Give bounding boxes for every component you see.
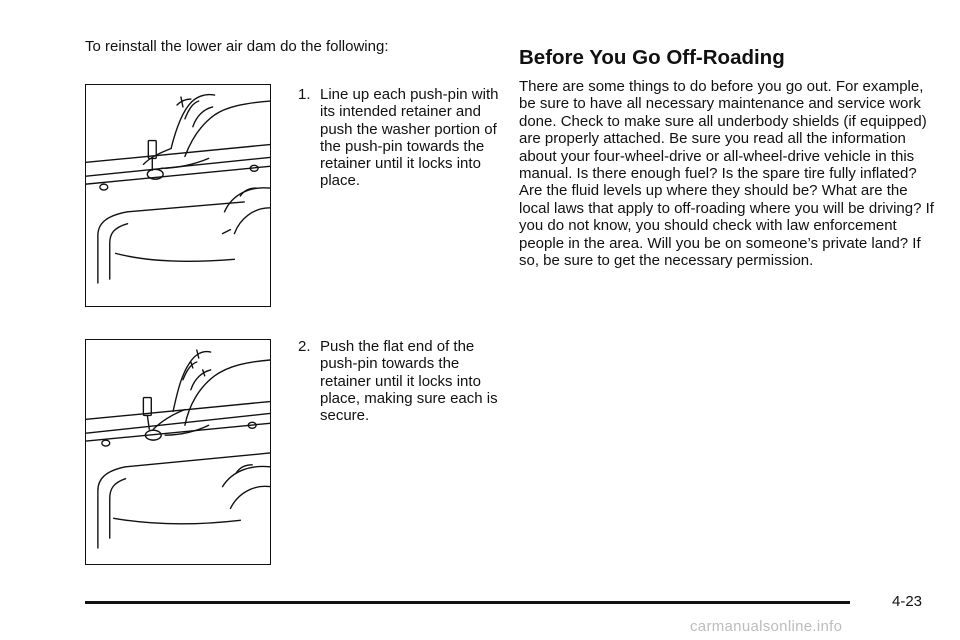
step-1-text: Line up each push-pin with its intended retainer and push the washer portion of the push-pin towards the retainer until it locks into place.: [320, 86, 499, 190]
watermark: carmanualsonline.info: [690, 618, 843, 635]
section-heading: Before You Go Off-Roading: [519, 46, 785, 69]
step-1-number: 1.: [298, 86, 311, 103]
figure-push-pin-flat-end: [85, 339, 271, 565]
illustration-hand-push-pin-flat-end: [86, 340, 270, 564]
step-1: [298, 86, 508, 190]
step-2-text: Push the flat end of the push-pin towards the retainer until it locks into place, making sure each is secure.: [320, 338, 498, 425]
illustration-hand-push-pin-washer: [86, 85, 270, 306]
intro-text: To reinstall the lower air dam do the following:: [85, 38, 389, 55]
page-number: 4-23: [892, 593, 923, 610]
footer-rule: [85, 601, 850, 604]
step-2-number: 2.: [298, 338, 311, 355]
step-2: [298, 338, 508, 424]
section-body: There are some things to do before you go out. For example, be sure to have all necessary maintenance and service work done. Check to make sure all underbody shields (if equipped) are properly attached. Be sure you read all the information about your four-wheel-drive or all-wheel-drive vehicle in this manual. Is there enough fuel? Is the spare tire fully inflated? Are the fluid levels up where they should be? What are the local laws that apply to off-roading where you will be driving? If you do not know, you should check with law enforcement people in the area. Will you be on someone’s private land? If so, be sure to get the necessary permission.: [519, 78, 934, 270]
figure-push-pin-washer: [85, 84, 271, 307]
